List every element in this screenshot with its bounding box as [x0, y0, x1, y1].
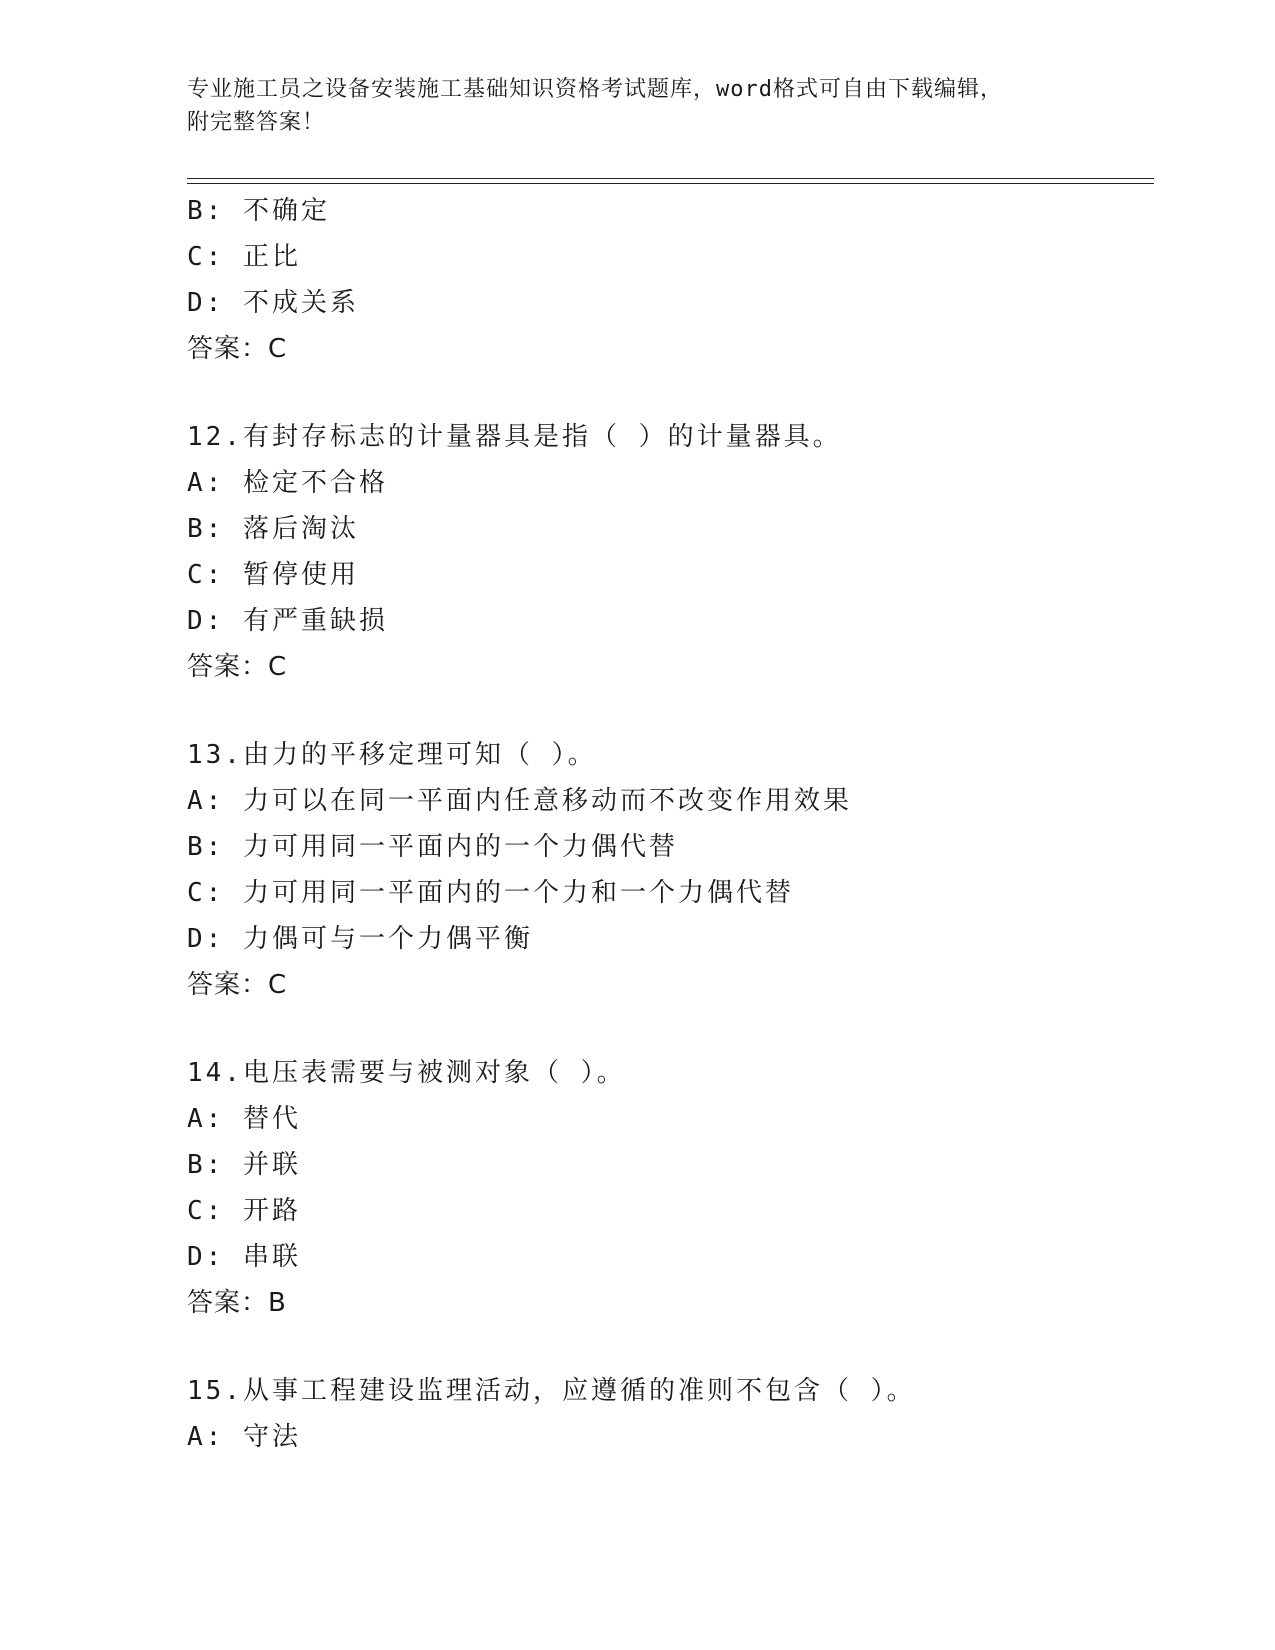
option-b: B: 落后淘汰 [187, 514, 359, 544]
question-list [187, 188, 1154, 1460]
option-c: C: 力可用同一平面内的一个力和一个力偶代替 [187, 878, 794, 908]
page-header [187, 73, 1087, 139]
spacer [187, 690, 1154, 732]
question-stem: 15.从事工程建设监理活动，应遵循的准则不包含（ ）。 [187, 1376, 916, 1406]
header-line-1: 专业施工员之设备安装施工基础知识资格考试题库，word格式可自由下载编辑， [187, 77, 1003, 102]
header-line-2: 附完整答案！ [187, 110, 326, 135]
question-14 [187, 1050, 1154, 1326]
option-c: C: 暂停使用 [187, 560, 359, 590]
question-stem: 13.由力的平移定理可知（ ）。 [187, 740, 597, 770]
option-c: C: 开路 [187, 1196, 301, 1226]
option-d: D: 不成关系 [187, 288, 359, 318]
option-c: C: 正比 [187, 242, 301, 272]
question-11-continued [187, 188, 1154, 372]
option-d: D: 串联 [187, 1242, 301, 1272]
option-d: D: 有严重缺损 [187, 606, 388, 636]
answer: 答案：C [187, 334, 288, 364]
spacer [187, 1326, 1154, 1368]
spacer [187, 1008, 1154, 1050]
question-15 [187, 1368, 1154, 1460]
option-b: B: 并联 [187, 1150, 301, 1180]
option-a: A: 守法 [187, 1422, 301, 1452]
option-a: A: 检定不合格 [187, 468, 388, 498]
answer: 答案：C [187, 652, 288, 682]
option-d: D: 力偶可与一个力偶平衡 [187, 924, 533, 954]
option-a: A: 力可以在同一平面内任意移动而不改变作用效果 [187, 786, 852, 816]
answer: 答案：C [187, 970, 288, 1000]
question-stem: 14.电压表需要与被测对象（ ）。 [187, 1058, 626, 1088]
option-a: A: 替代 [187, 1104, 301, 1134]
spacer [187, 372, 1154, 414]
header-divider [187, 178, 1154, 184]
question-12 [187, 414, 1154, 690]
question-stem: 12.有封存标志的计量器具是指（ ）的计量器具。 [187, 422, 842, 452]
answer: 答案：B [187, 1288, 287, 1318]
option-b: B: 不确定 [187, 196, 330, 226]
option-b: B: 力可用同一平面内的一个力偶代替 [187, 832, 678, 862]
question-13 [187, 732, 1154, 1008]
